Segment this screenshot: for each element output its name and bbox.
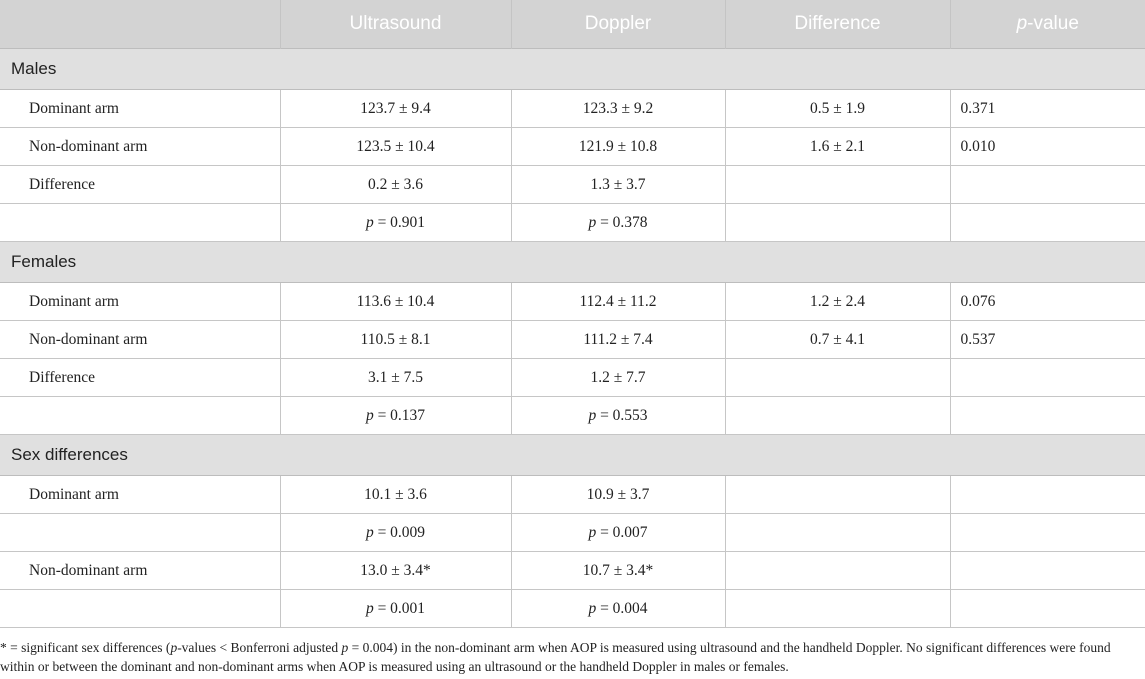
difference-value: [725, 514, 950, 552]
table-row: [0, 128, 1145, 166]
difference-value: 1.2 ± 2.4: [725, 283, 950, 321]
header-ultrasound: Ultrasound: [280, 0, 511, 49]
p-italic: p: [588, 523, 597, 541]
doppler-p: [511, 514, 725, 552]
table-row: [0, 552, 1145, 590]
row-label: Non-dominant arm: [0, 128, 280, 166]
difference-value: 1.6 ± 2.1: [725, 128, 950, 166]
ultrasound-value: 3.1 ± 7.5: [280, 359, 511, 397]
p-italic: p: [365, 523, 374, 541]
p-italic: p: [365, 213, 374, 231]
doppler-value: 111.2 ± 7.4: [511, 321, 725, 359]
p-value: [950, 476, 1145, 514]
p-equals: = 0.137: [377, 406, 426, 424]
row-label: Non-dominant arm: [0, 552, 280, 590]
row-label: [0, 204, 280, 242]
ultrasound-value: 123.5 ± 10.4: [280, 128, 511, 166]
ultrasound-value: 13.0 ± 3.4*: [280, 552, 511, 590]
p-value-suffix: -value: [1027, 13, 1079, 34]
p-value: [950, 590, 1145, 628]
difference-value: [725, 397, 950, 435]
row-label: Difference: [0, 166, 280, 204]
header-doppler: Doppler: [511, 0, 725, 49]
p-equals: = 0.009: [377, 523, 426, 541]
difference-value: 0.5 ± 1.9: [725, 90, 950, 128]
header-p-value: [950, 0, 1145, 49]
table-row: [0, 166, 1145, 204]
ultrasound-value: 10.1 ± 3.6: [280, 476, 511, 514]
header-empty: [0, 0, 280, 49]
section-females: [0, 242, 1145, 283]
p-value: [950, 397, 1145, 435]
p-italic: p: [588, 213, 597, 231]
p-italic: p: [365, 599, 374, 617]
row-label: Non-dominant arm: [0, 321, 280, 359]
p-value: [950, 514, 1145, 552]
difference-value: [725, 166, 950, 204]
doppler-p: [511, 590, 725, 628]
p-equals: = 0.001: [377, 599, 426, 617]
footnote-part1: * = significant sex differences (: [0, 640, 171, 655]
p-italic: p: [588, 406, 597, 424]
p-value: 0.076: [950, 283, 1145, 321]
ultrasound-value: 113.6 ± 10.4: [280, 283, 511, 321]
row-label: Difference: [0, 359, 280, 397]
table-row: [0, 397, 1145, 435]
doppler-value: 1.2 ± 7.7: [511, 359, 725, 397]
p-italic: p: [365, 406, 374, 424]
p-value: [950, 204, 1145, 242]
p-italic: p: [588, 599, 597, 617]
row-label: Dominant arm: [0, 90, 280, 128]
p-italic: p: [170, 640, 178, 655]
table-footnote: [0, 638, 1141, 676]
ultrasound-value: 110.5 ± 8.1: [280, 321, 511, 359]
difference-value: [725, 552, 950, 590]
section-title: Sex differences: [0, 435, 1145, 476]
p-equals: = 0.901: [377, 213, 426, 231]
p-equals: = 0.553: [600, 406, 648, 424]
table-row: [0, 204, 1145, 242]
difference-value: [725, 590, 950, 628]
doppler-p: [511, 397, 725, 435]
p-italic: p: [1016, 13, 1028, 34]
table-row: [0, 359, 1145, 397]
section-title: Females: [0, 242, 1145, 283]
section-title: Males: [0, 49, 1145, 90]
table-row: [0, 321, 1145, 359]
difference-value: [725, 204, 950, 242]
row-label: Dominant arm: [0, 283, 280, 321]
row-label: [0, 590, 280, 628]
row-label: [0, 514, 280, 552]
footnote-part2: -values < Bonferroni adjusted: [177, 640, 342, 655]
ultrasound-p: [280, 204, 511, 242]
doppler-p: [511, 204, 725, 242]
footnote-part3: = 0.004) in the non-dominant arm when AOP is measured using ultrasound and the handheld Doppler. No significant differences were found within or between the dominant and non-dominant arms when AOP is measured using an ultrasound or the handheld Doppler in males or females.: [0, 640, 1111, 674]
difference-value: [725, 359, 950, 397]
table-row: [0, 590, 1145, 628]
table-row: [0, 514, 1145, 552]
section-sex-differences: [0, 435, 1145, 476]
ultrasound-value: 0.2 ± 3.6: [280, 166, 511, 204]
ultrasound-p: [280, 397, 511, 435]
p-equals: = 0.378: [600, 213, 648, 231]
ultrasound-value: 123.7 ± 9.4: [280, 90, 511, 128]
doppler-value: 10.9 ± 3.7: [511, 476, 725, 514]
p-equals: = 0.007: [600, 523, 648, 541]
header-difference: Difference: [725, 0, 950, 49]
doppler-value: 10.7 ± 3.4*: [511, 552, 725, 590]
doppler-value: 1.3 ± 3.7: [511, 166, 725, 204]
header-row: [0, 0, 1145, 49]
doppler-value: 123.3 ± 9.2: [511, 90, 725, 128]
p-value: 0.371: [950, 90, 1145, 128]
section-males: [0, 49, 1145, 90]
p-value: 0.537: [950, 321, 1145, 359]
row-label: [0, 397, 280, 435]
p-italic: p: [341, 640, 349, 655]
p-value: [950, 552, 1145, 590]
p-value: 0.010: [950, 128, 1145, 166]
ultrasound-p: [280, 514, 511, 552]
table-row: [0, 476, 1145, 514]
table-row: [0, 90, 1145, 128]
row-label: Dominant arm: [0, 476, 280, 514]
doppler-value: 121.9 ± 10.8: [511, 128, 725, 166]
difference-value: [725, 476, 950, 514]
table-row: [0, 283, 1145, 321]
p-value: [950, 359, 1145, 397]
ultrasound-p: [280, 590, 511, 628]
difference-value: 0.7 ± 4.1: [725, 321, 950, 359]
doppler-value: 112.4 ± 11.2: [511, 283, 725, 321]
p-value: [950, 166, 1145, 204]
p-equals: = 0.004: [600, 599, 648, 617]
